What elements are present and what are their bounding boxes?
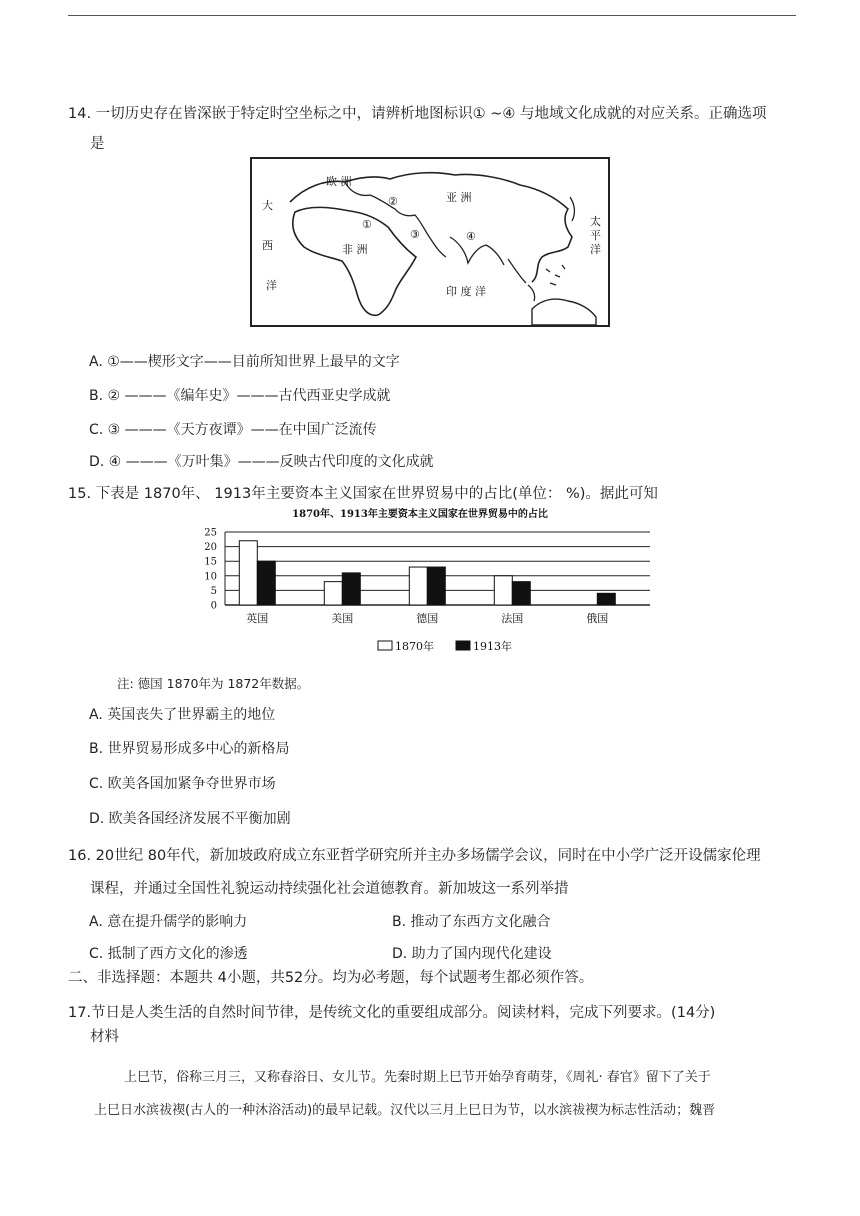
q14-option-a[interactable]: A. ①——楔形文字——目前所知世界上最早的文字: [89, 354, 400, 370]
map-label-asia: 亚 洲: [446, 191, 472, 204]
legend-label-1: 1913年: [473, 640, 512, 653]
q15-option-a[interactable]: A. 英国丧失了世界霸主的地位: [89, 707, 276, 723]
header-rule: [68, 15, 796, 16]
q17-paragraph-line2: 上巳日水滨祓禊(古人的一种沐浴活动)的最早记载。汉代以三月上巳日为节，以水滨祓禊为标志性活动；魏晋: [94, 1103, 716, 1118]
bar-1913-2: [427, 567, 445, 605]
bar-1913-4: [597, 593, 615, 605]
map-label-atlantic-1: 大: [262, 199, 273, 212]
y-tick-label: 15: [204, 556, 217, 568]
map-label-africa: 非 洲: [342, 243, 368, 256]
bar-1913-1: [342, 573, 360, 605]
q15-note: 注: 德国 1870年为 1872年数据。: [117, 676, 310, 691]
q16-stem-line2: 课程，并通过全国性礼貌运动持续强化社会道德教育。新加坡这一系列举措: [90, 881, 569, 897]
x-tick-label: 德国: [416, 612, 439, 625]
q14-stem-line2: 是: [90, 136, 105, 152]
q14-option-b[interactable]: B. ② ———《编年史》———古代西亚史学成就: [89, 388, 391, 404]
q16-option-b[interactable]: B. 推动了东西方文化融合: [392, 914, 551, 930]
y-tick-label: 25: [204, 527, 217, 539]
map-label-atlantic-2: 西: [262, 239, 273, 252]
x-tick-label: 法国: [501, 612, 524, 625]
y-tick-label: 0: [210, 600, 217, 612]
q16-option-d[interactable]: D. 助力了国内现代化建设: [392, 946, 552, 962]
world-map: [250, 157, 610, 327]
legend-swatch-1: [456, 641, 470, 650]
y-tick-label: 10: [204, 571, 217, 583]
q14-option-c[interactable]: C. ③ ———《天方夜谭》——在中国广泛流传: [89, 422, 377, 438]
q14-option-d[interactable]: D. ④ ———《万叶集》———反映古代印度的文化成就: [89, 454, 434, 470]
x-tick-label: 英国: [246, 612, 269, 625]
map-marker-4: ④: [466, 230, 476, 243]
bar-1870-0: [239, 541, 257, 605]
q17-paragraph-line1: 上巳节，俗称三月三，又称春浴日、女儿节。先秦时期上巳节开始孕育萌芽，《周礼· 春官》留下了关于: [124, 1070, 711, 1085]
map-label-europe: 欧 洲: [326, 175, 352, 188]
q16-option-a[interactable]: A. 意在提升儒学的影响力: [89, 914, 248, 930]
map-marker-3: ③: [410, 228, 420, 241]
section2-heading: 二、非选择题：本题共 4小题，共52分。均为必考题，每个试题考生都必须作答。: [68, 970, 594, 986]
x-tick-label: 美国: [331, 612, 354, 625]
q17-material-label: 材料: [90, 1029, 119, 1045]
q15-option-d[interactable]: D. 欧美各国经济发展不平衡加剧: [89, 811, 291, 827]
q17-stem: 17.节日是人类生活的自然时间节律，是传统文化的重要组成部分。阅读材料，完成下列要求。(14分): [68, 1005, 716, 1021]
q14-stem-line1: 14. 一切历史存在皆深嵌于特定时空坐标之中，请辨析地图标识① ~④ 与地域文化成就的对应关系。正确选项: [68, 106, 767, 122]
y-tick-label: 20: [204, 542, 217, 554]
bar-1870-3: [494, 576, 512, 605]
y-tick-label: 5: [210, 585, 217, 597]
x-tick-label: 俄国: [586, 612, 609, 625]
legend-swatch-0: [378, 641, 392, 650]
map-label-pacific-2: 平: [590, 229, 601, 242]
q15-option-b[interactable]: B. 世界贸易形成多中心的新格局: [89, 741, 290, 757]
map-marker-1: ①: [362, 218, 372, 231]
chart-title: 1870年、1913年主要资本主义国家在世界贸易中的占比: [292, 509, 548, 520]
trade-share-chart: [195, 500, 665, 665]
legend-label-0: 1870年: [395, 640, 434, 653]
q16-option-c[interactable]: C. 抵制了西方文化的渗透: [89, 946, 248, 962]
map-label-pacific-3: 洋: [590, 243, 601, 256]
map-label-pacific-1: 太: [590, 215, 601, 228]
q15-stem: 15. 下表是 1870年、 1913年主要资本主义国家在世界贸易中的占比(单位： %)。据此可知: [68, 486, 658, 502]
bar-1870-2: [409, 567, 427, 605]
bar-1870-1: [324, 582, 342, 605]
bar-1913-0: [257, 561, 275, 605]
q15-option-c[interactable]: C. 欧美各国加紧争夺世界市场: [89, 776, 276, 792]
map-label-atlantic-3: 洋: [266, 279, 277, 292]
map-marker-2: ②: [388, 195, 398, 208]
map-label-indian-ocean: 印 度 洋: [446, 285, 486, 298]
q16-stem-line1: 16. 20世纪 80年代，新加坡政府成立东亚哲学研究所并主办多场儒学会议，同时在中小学广泛开设儒家伦理: [68, 848, 761, 864]
bar-1913-3: [512, 582, 530, 605]
